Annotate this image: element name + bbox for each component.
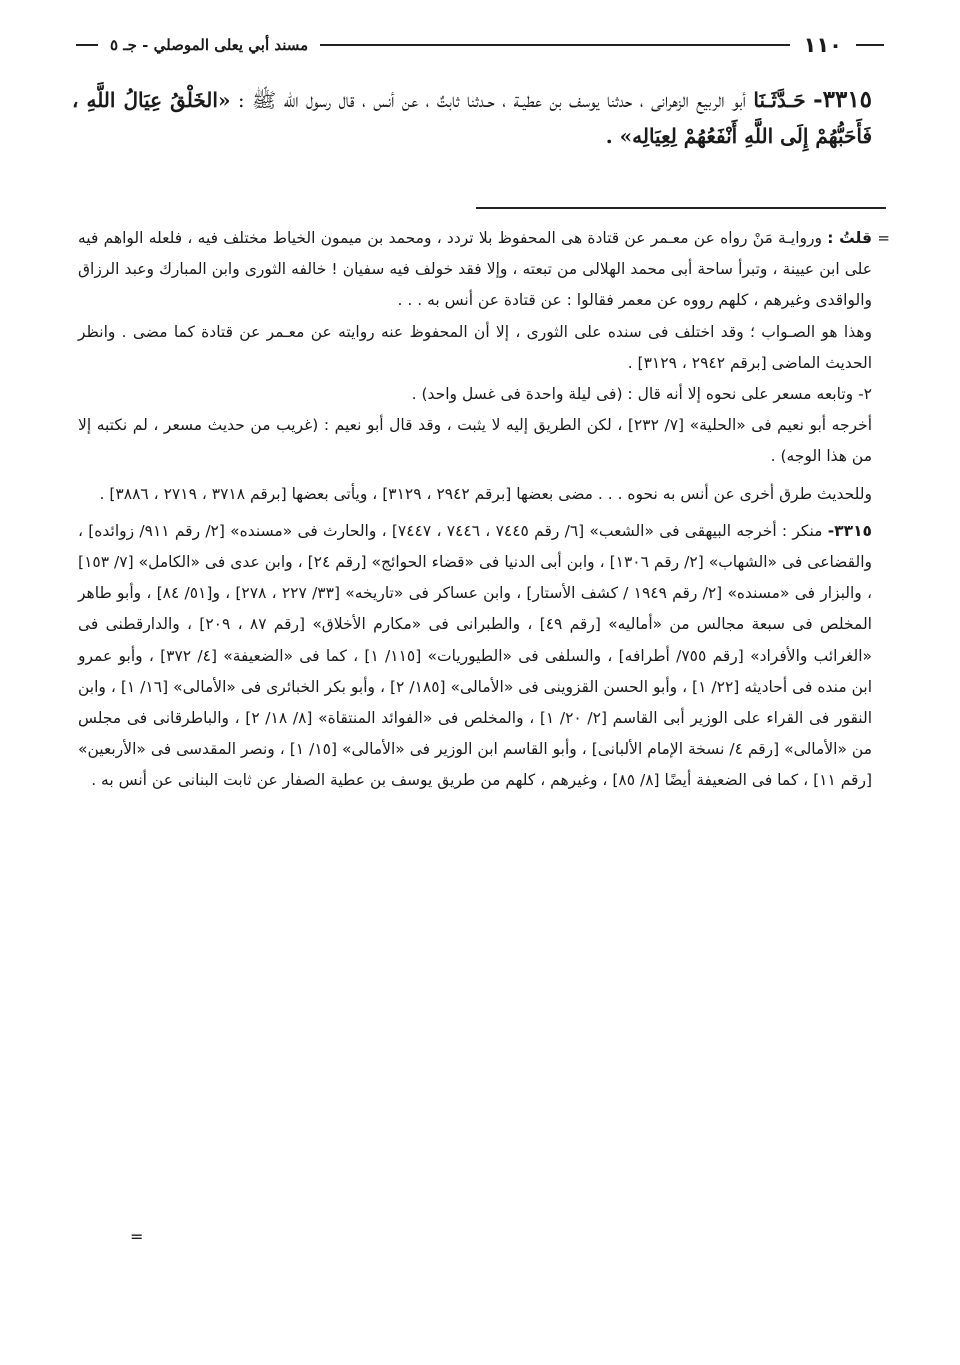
footnote-takhrij bbox=[78, 516, 872, 797]
hadith-text bbox=[72, 82, 872, 154]
continuation-marker: = bbox=[877, 229, 890, 247]
footnote-para-3: ٢- وتابعه مسعر على نحوه إلا أنه قال : (فى ليلة واحدة فى غسل واحد) . bbox=[411, 385, 872, 404]
book-title: مسند أبي يعلى الموصلي - جـ ٥ bbox=[110, 36, 309, 54]
footnote-para-2: وهذا هو الصـواب ؛ وقد اختلف فى سنده على الثورى ، إلا أن المحفوظ عنه روايته عن معـمر عن قتادة كما مضى . وانظر الحديث الماضى [برقم ٢٩٤٢ ، ٣١٢٩] . bbox=[78, 322, 872, 372]
haddathana-word: حَـدَّثَـنَا bbox=[753, 88, 806, 112]
footnote-separator bbox=[476, 207, 886, 209]
hadith-matn: «الخَلْقُ عِيَالُ اللَّهِ ، فَأَحَبُّهُمْ إِلَى اللَّهِ أَنْفَعُهُمْ لِعِيَالِه» . bbox=[72, 88, 872, 148]
footnote-para-5: وللحديث طرق أخرى عن أنس به نحوه . . . مضى بعضها [برقم ٢٩٤٢ ، ٣١٢٩] ، ويأتى بعضها [برقم ٣٧١٨ ، ٢٧١٩ ، ٣٨٨٦] . bbox=[99, 484, 872, 503]
page-number: ١١٠ bbox=[803, 33, 842, 57]
header-rule-middle bbox=[320, 44, 789, 46]
qultu-label: قلتُ : bbox=[827, 229, 872, 247]
running-header bbox=[70, 28, 890, 62]
footnote-para-4: أخرجه أبو نعيم فى «الحلية» [٧/ ٢٣٢] ، لكن الطريق إليه لا يثبت ، وقد قال أبو نعيم : (غريب من حديث مسعر ، لم نكتبه إلا من هذا الوجه) . bbox=[78, 416, 872, 466]
footnotes bbox=[78, 223, 890, 797]
header-rule-left bbox=[76, 44, 98, 46]
footnote-para-1 bbox=[78, 223, 890, 317]
header-rule-right bbox=[856, 44, 884, 46]
footnote-number: ٣٣١٥- bbox=[827, 521, 872, 540]
hadith-number: ٣٣١٥- bbox=[813, 86, 873, 113]
footnote-takhrij-text: منكر : أخرجه البيهقى فى «الشعب» [٦/ رقم ٧٤٤٥ ، ٧٤٤٦ ، ٧٤٤٧] ، والحارث فى «مسنده» [٢/ رقم ٩١١/ زوائده] ، والقضاعى فى «الشهاب» [٢/ رقم ١٣٠٦] ، وابن أبى الدنيا فى «قضاء الحوائج» [رقم ٢٤] ، وابن عدى فى «الكامل» [٧/ ١٥٣] ، والبزار فى «مسنده» [٢/ رقم ١٩٤٩ / كشف الأستار] ، وابن عساكر فى «تاريخه» [٣٣/ ٢٢٧ ، ٢٧٨] ، و[٥١/ ٨٤] ، وأبو طاهر المخلص فى سبعة مجالس من «أماليه» [رقم ٤٩] ، والطبرانى فى «مكارم الأخلاق» [رقم ٨٧ ، ٢٠٩] ، والدارقطنى فى «الغرائب والأفراد» [رقم ٧٥٥/ أطرافه] ، والسلفى فى «الطيوريات» [١١٥/ ١] ، كما فى «الضعيفة» [٤/ ٣٧٢] ، وأبو عمرو ابن منده فى أحاديثه [٢٢/ ١] ، وأبو الحسن القزوينى فى «الأمالى» [١٨٥/ ٢] ، وأبو بكر الخبائرى فى «الأمالى» [١٦/ ١] ، وابن النقور فى القراء على الوزير أبى القاسم [٢/ ٢٠/ ١] ، والمخلص فى «الفوائد المنتقاة» [٨/ ١٨/ ٢] ، والباطرقانى فى مجلس من «الأمالى» [رقم ٤/ نسخة الإمام الألبانى] ، وأبو القاسم ابن الوزير فى «الأمالى» [١٥/ ١] ، ونصر المقدسى فى «الأربعين» [رقم ١١] ، كما فى الضعيفة أيضًا [٨/ ٨٥] ، وغيرهم ، كلهم من طريق يوسف بن عطية الصفار عن ثابت البنانى عن أنس به . bbox=[78, 521, 873, 790]
footnote-para-1-text: وروايـة مَنْ رواه عن معـمر عن قتادة هى المحفوظ بلا تردد ، ومحمد بن ميمون الخياط مختلف فيه ، فلعله الواهم فيه على ابن عيينة ، وتبرأ ساحة أبى محمد الهلالى من تبعته ، وإلا فقد خولف فيه سفيان ! خالفه الثورى وابن المبارك وعبد الرزاق والواقدى وغيرهم ، كلهم رووه عن معمر فقالوا : عن قتادة عن أنس به . . . bbox=[78, 229, 872, 310]
end-continuation-marker: = bbox=[130, 1227, 144, 1246]
hadith-isnad: أبو الربيع الزهرانى ، حدثنا يوسف بن عطيـة ، حـدثنا ثابتٌ ، عن أنس ، قال رسول الله ﷺ : bbox=[237, 88, 746, 112]
